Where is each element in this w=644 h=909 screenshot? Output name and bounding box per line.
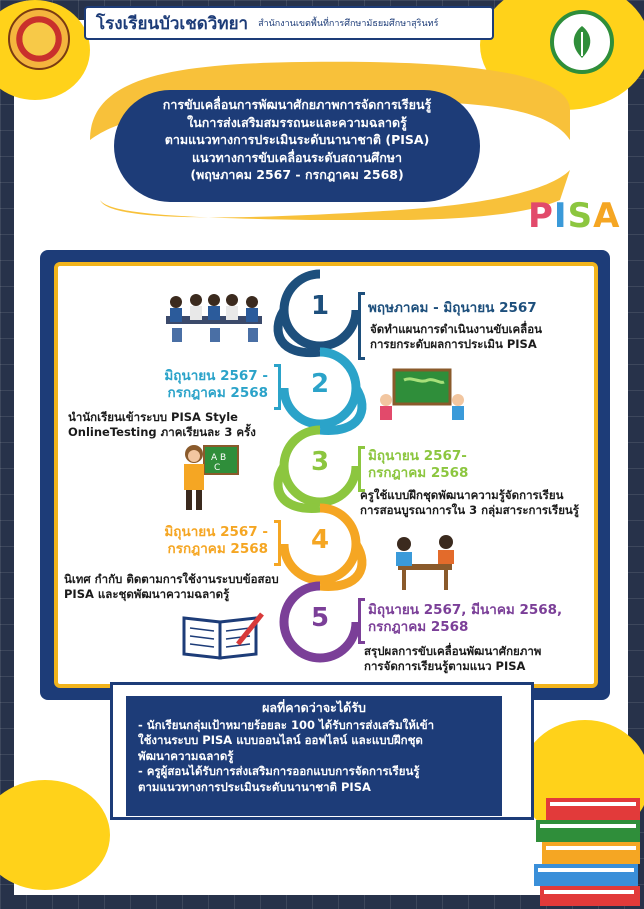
bracket <box>358 446 365 492</box>
outcome-line: พัฒนาความฉลาดรู้ <box>138 748 234 763</box>
title-line: ในการส่งเสริมสมรรถนะและความฉลาดรู้ <box>187 114 407 130</box>
period-line: มิถุนายน 2567, มีนาคม 2568, <box>368 602 563 618</box>
desc-line: การสอนบูรณาการใน 3 กลุ่มสาระการเรียนรู้ <box>360 503 579 517</box>
step-2-period <box>154 368 268 402</box>
desc-line: นิเทศ กำกับ ติดตามการใช้งานระบบข้อสอบ <box>64 572 279 586</box>
period-line: มิถุนายน 2567- <box>368 448 467 464</box>
pisa-letter: I <box>553 196 568 236</box>
bracket <box>358 292 365 360</box>
teacher-illustration <box>178 440 240 514</box>
step-3-desc <box>360 488 579 518</box>
period-line: กรกฎาคม 2568 <box>368 619 469 635</box>
school-header-bar <box>84 6 494 40</box>
step-3-period <box>368 448 468 482</box>
step-2-desc <box>68 410 256 440</box>
desc-line: นำนักเรียนเข้าระบบ PISA Style <box>68 410 238 424</box>
step-number-1: 1 <box>310 291 330 321</box>
outcome-line: ตามแนวทางการประเมินระดับนานาชาติ PISA <box>138 779 371 794</box>
period-line: มิถุนายน 2567 - <box>164 368 268 384</box>
step-5-desc <box>364 644 541 674</box>
book-stack-illustration <box>530 790 644 909</box>
bracket <box>274 364 281 410</box>
outcome-title: ผลที่คาดว่าจะได้รับ <box>262 700 366 715</box>
desc-line: PISA และชุดพัฒนาความฉลาดรู้ <box>64 587 230 601</box>
step-number-3: 3 <box>310 447 330 477</box>
title-line: (พฤษภาคม 2567 - กรกฎาคม 2568) <box>190 167 404 182</box>
period-line: มิถุนายน 2567 - <box>164 524 268 540</box>
outcome-line: - ครูผู้สอนได้รับการส่งเสริมการออกแบบการจัดการเรียนรู้ <box>138 764 420 778</box>
step-4-desc <box>64 572 279 602</box>
meeting-illustration <box>156 290 272 346</box>
desc-line: ครูใช้แบบฝึกชุดพัฒนาความรู้จัดการเรียน <box>360 488 564 502</box>
outcome-line: - นักเรียนกลุ่มเป้าหมายร้อยละ 100 ได้รับการส่งเสริมให้เข้า <box>138 717 435 732</box>
step-1-period: พฤษภาคม - มิถุนายน 2567 <box>368 300 537 316</box>
desc-line: การจัดการเรียนรู้ตามแนว PISA <box>364 659 526 673</box>
period-line: กรกฎาคม 2568 <box>167 541 268 557</box>
desc-line: สรุปผลการขับเคลื่อนพัฒนาศักยภาพ <box>364 644 542 658</box>
school-name: โรงเรียนบัวเชดวิทยา <box>96 13 249 34</box>
title-line: แนวทางการขับเคลื่อนระดับสถานศึกษา <box>191 149 403 165</box>
outcome-box <box>126 696 502 816</box>
title-line: ตามแนวทางการประเมินระดับนานาชาติ (PISA) <box>164 132 430 147</box>
classroom-illustration <box>376 366 466 422</box>
outcome-line: ใช้งานระบบ PISA แบบออนไลน์ ออฟไลน์ และแบบฝึกชุด <box>138 733 423 747</box>
title-line: การขับเคลื่อนการพัฒนาศักยภาพการจัดการเรียนรู้ <box>162 97 432 112</box>
bracket <box>274 520 281 566</box>
step-number-2: 2 <box>310 369 330 399</box>
pisa-letter: A <box>593 196 621 236</box>
pisa-letter: S <box>567 196 594 236</box>
pisa-logo <box>528 196 620 236</box>
main-title <box>114 90 480 202</box>
bracket <box>358 598 365 644</box>
step-4-period <box>152 524 268 558</box>
tutoring-illustration <box>388 532 462 592</box>
period-line: กรกฎาคม 2568 <box>368 465 469 481</box>
step-number-4: 4 <box>310 525 330 555</box>
desc-line: OnlineTesting ภาคเรียนละ 3 ครั้ง <box>68 425 256 439</box>
svg-text:C: C <box>214 463 221 473</box>
office-name: สำนักงานเขตพื้นที่การศึกษามัธยมศึกษาสุรินทร์ <box>258 19 439 29</box>
svg-text:A B: A B <box>211 453 227 463</box>
step-5-period <box>368 602 562 636</box>
period-line: กรกฎาคม 2568 <box>167 385 268 401</box>
pisa-letter: P <box>528 196 554 236</box>
desc-line: การยกระดับผลการประเมิน PISA <box>370 337 537 351</box>
step-number-5: 5 <box>310 603 330 633</box>
desc-line: จัดทำแผนการดำเนินงานขับเคลื่อน <box>370 322 542 336</box>
school-emblem-logo <box>8 8 70 70</box>
step-1-desc <box>370 322 542 352</box>
open-book-pen-illustration <box>180 606 266 662</box>
